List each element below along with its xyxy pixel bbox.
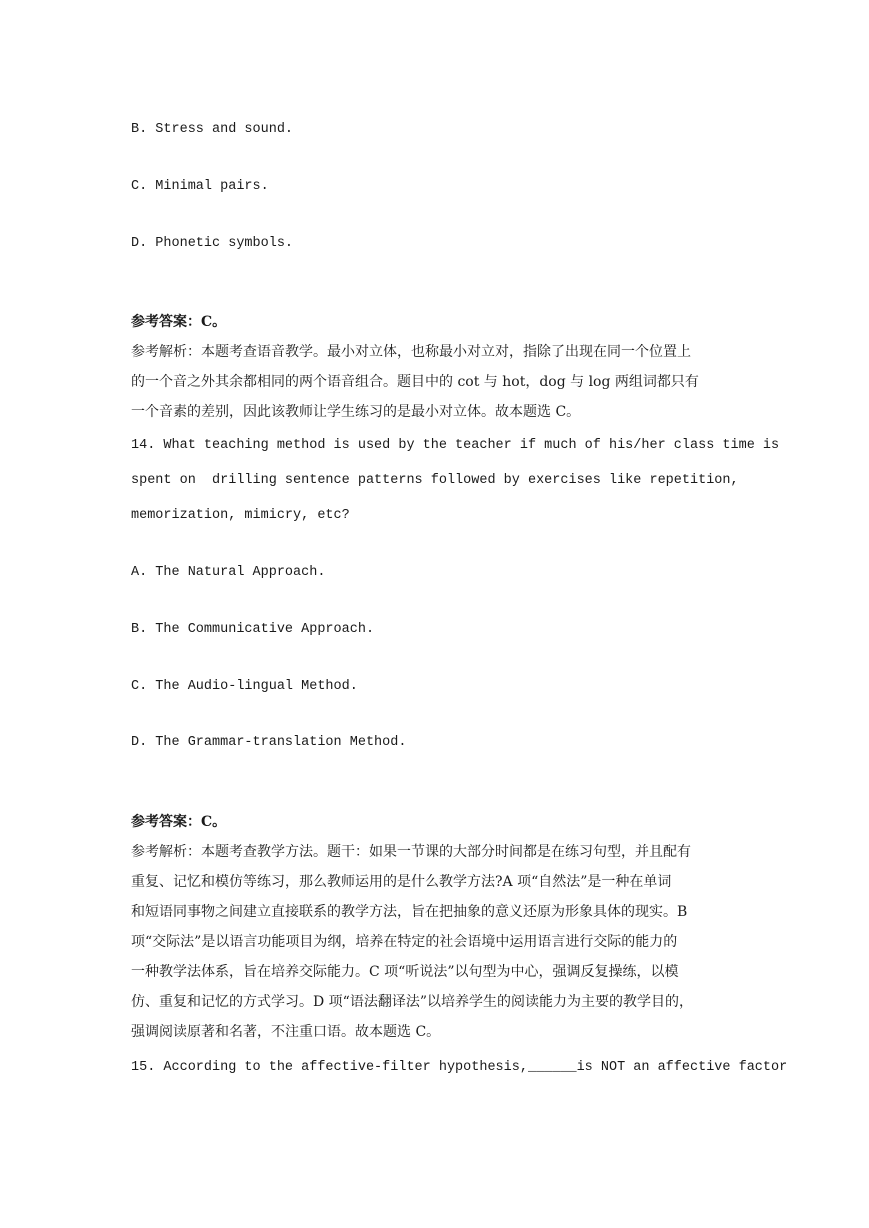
- q14-analysis-line: 一种教学法体系，旨在培养交际能力。C 项“听说法”以句型为中心，强调反复操练，以模: [131, 964, 679, 980]
- q14-analysis-line: 参考解析：本题考查教学方法。题干：如果一节课的大部分时间都是在练习句型，并且配有: [131, 844, 691, 860]
- q14-analysis-line: 重复、记忆和模仿等练习，那么教师运用的是什么教学方法?A 项“自然法”是一种在单词: [131, 874, 672, 890]
- q14-stem-line: spent on drilling sentence patterns followed by exercises like repetition,: [131, 473, 739, 488]
- q13-analysis-line: 一个音素的差别，因此该教师让学生练习的是最小对立体。故本题选 C。: [131, 404, 581, 420]
- q14-option-d: D. The Grammar-translation Method.: [131, 735, 407, 750]
- q14-analysis-line: 仿、重复和记忆的方式学习。D 项“语法翻译法”以培养学生的阅读能力为主要的教学目的，: [131, 994, 693, 1010]
- q14-analysis-line: 项“交际法”是以语言功能项目为纲，培养在特定的社会语境中运用语言进行交际的能力的: [131, 934, 678, 950]
- q14-analysis-line: 和短语同事物之间建立直接联系的教学方法，旨在把抽象的意义还原为形象具体的现实。B: [131, 904, 688, 920]
- q14-option-a: A. The Natural Approach.: [131, 565, 326, 580]
- q14-option-c: C. The Audio-lingual Method.: [131, 679, 358, 694]
- q15-stem-line: 15. According to the affective-filter hypothesis,______is NOT an affective factor: [131, 1060, 788, 1075]
- q13-option-d: D. Phonetic symbols.: [131, 236, 294, 251]
- q13-analysis-line: 参考解析：本题考查语音教学。最小对立体，也称最小对立对，指除了出现在同一个位置上: [131, 344, 691, 360]
- q14-option-b: B. The Communicative Approach.: [131, 622, 375, 637]
- q14-answer: 参考答案：C。: [131, 814, 227, 830]
- q14-analysis-line: 强调阅读原著和名著，不注重口语。故本题选 C。: [131, 1024, 441, 1040]
- q14-stem-line: memorization, mimicry, etc?: [131, 508, 350, 523]
- q13-option-c: C. Minimal pairs.: [131, 179, 269, 194]
- q13-option-b: B. Stress and sound.: [131, 122, 294, 137]
- q13-analysis-line: 的一个音之外其余都相同的两个语音组合。题目中的 cot 与 hot，dog 与 log 两组词都只有: [131, 374, 699, 390]
- q13-answer: 参考答案：C。: [131, 314, 227, 330]
- q14-stem-line: 14. What teaching method is used by the teacher if much of his/her class time is: [131, 438, 780, 453]
